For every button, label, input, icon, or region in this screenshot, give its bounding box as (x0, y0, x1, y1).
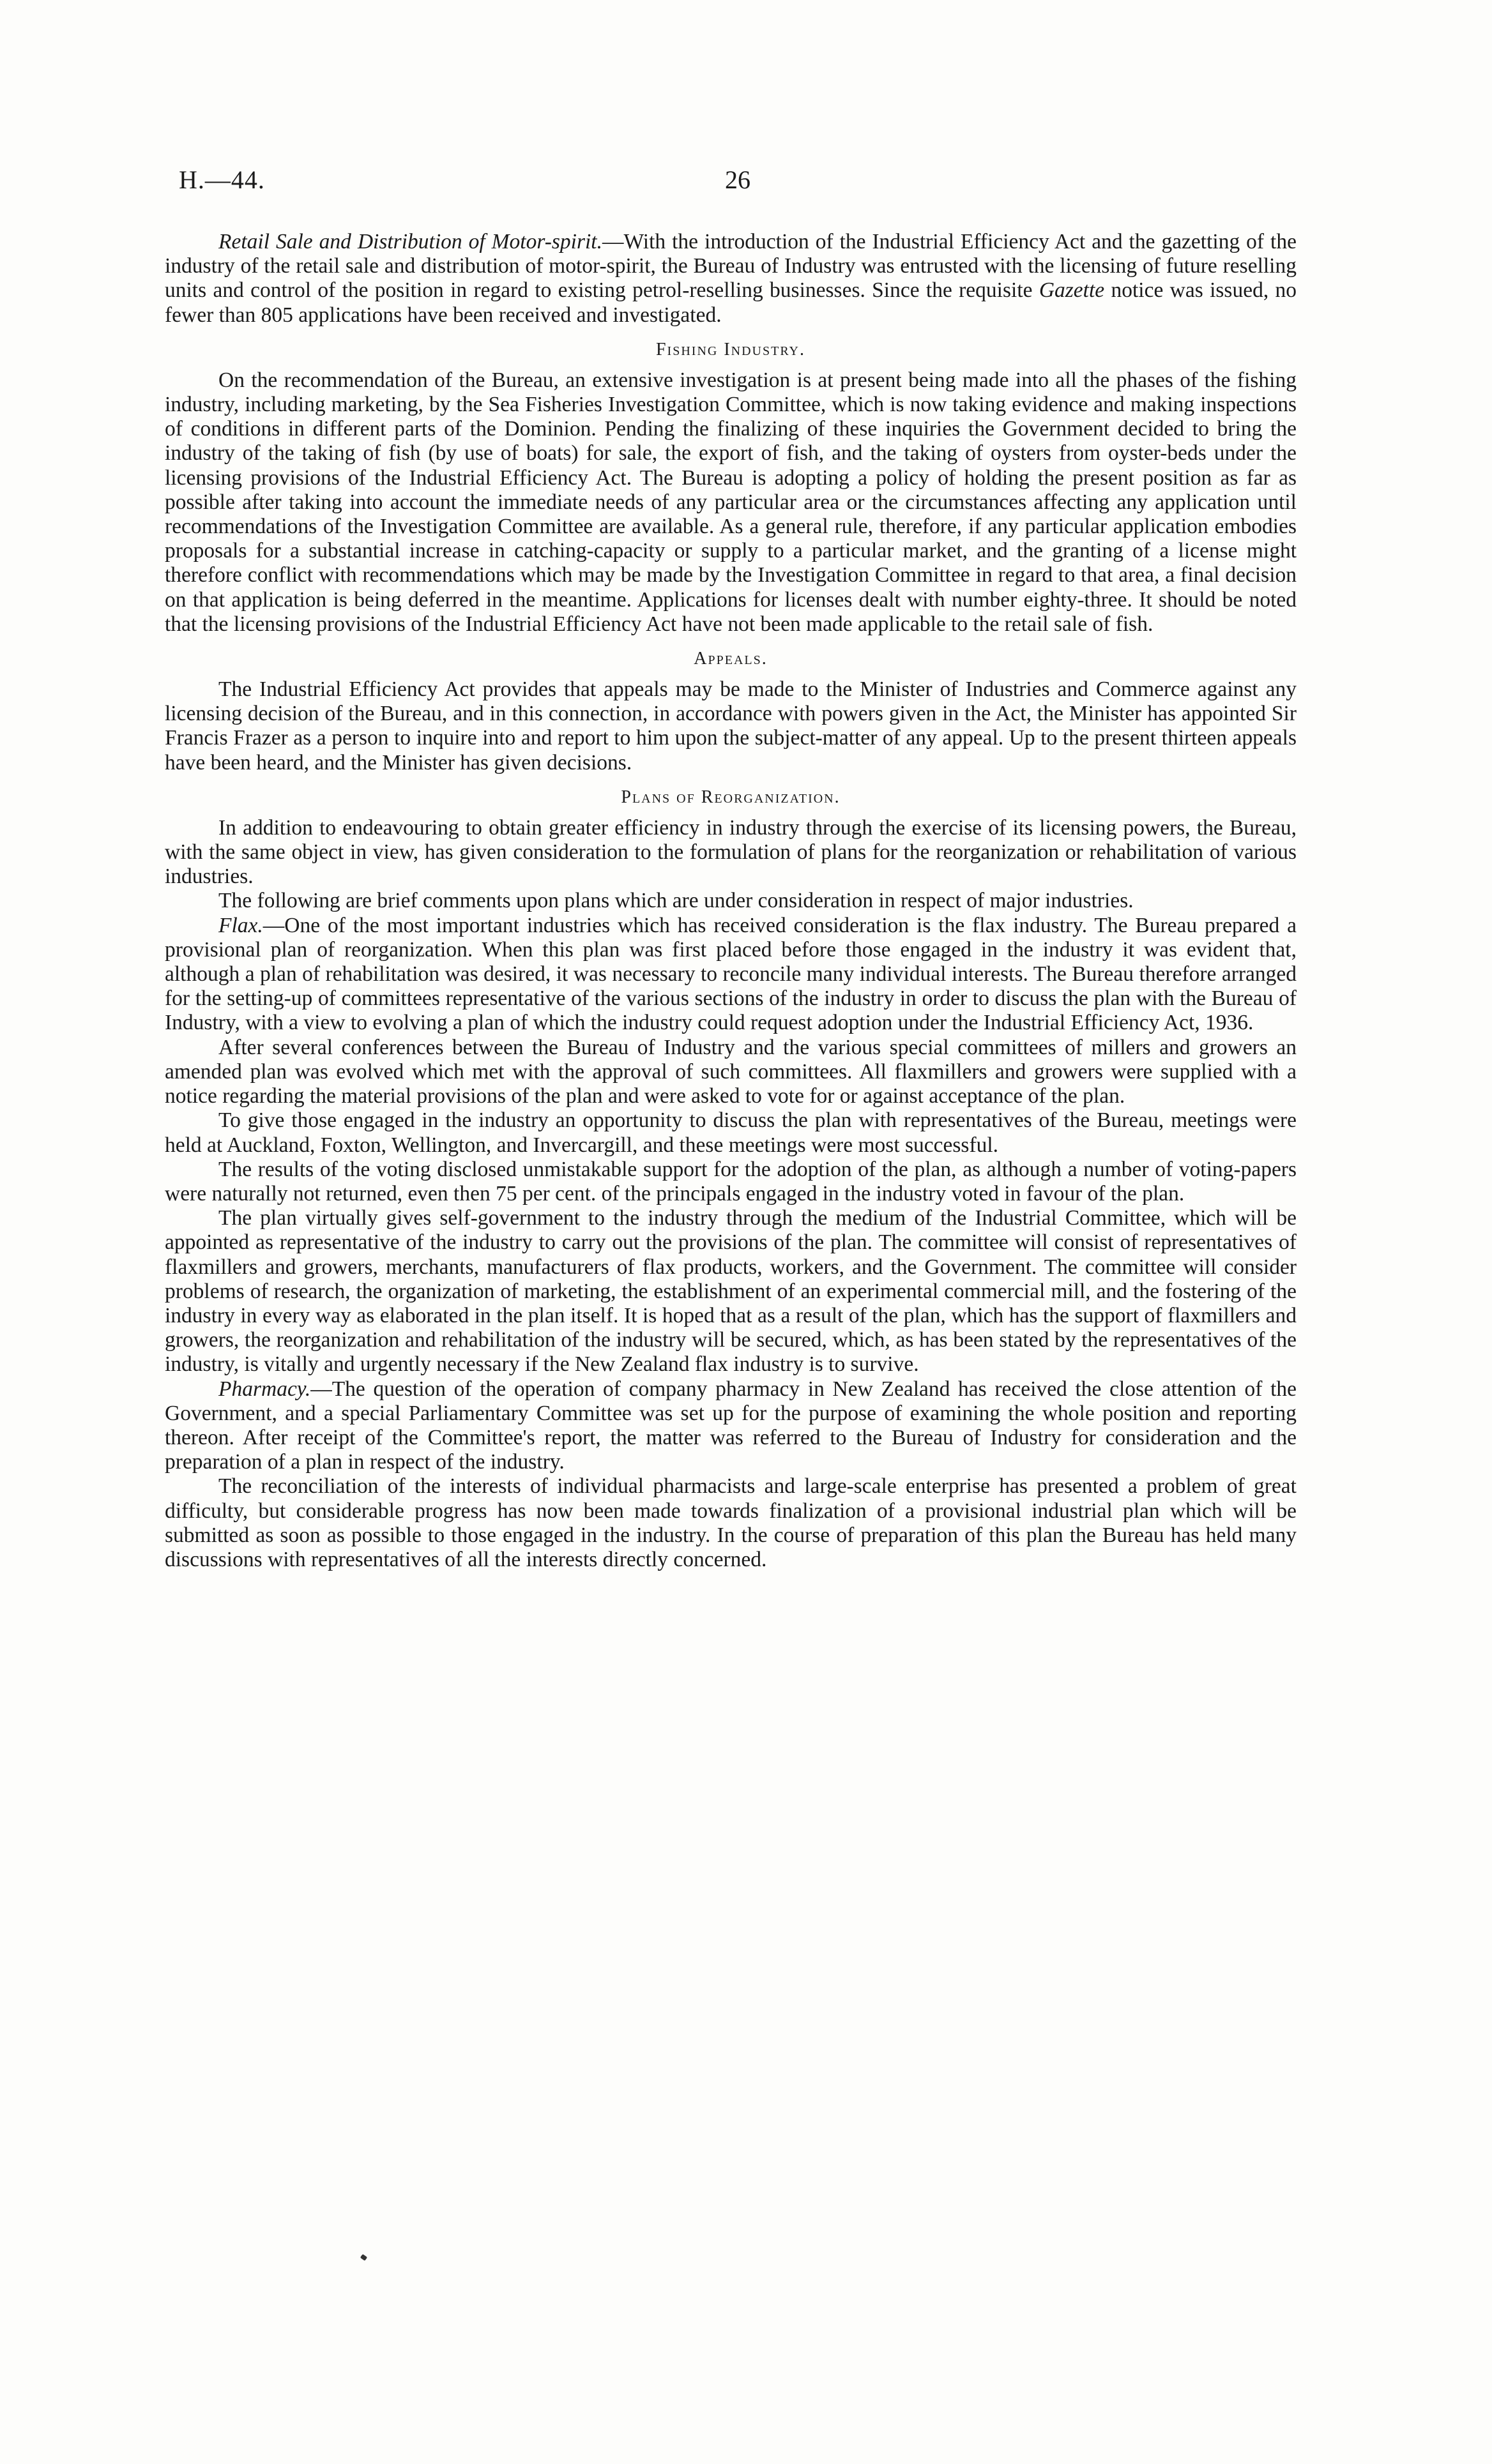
flax-paragraph: After several conferences between the Bureau of Industry and the various special committees of millers and growers an amended plan was evolved which met with the approval of such committees. All flaxmillers and growers were supplied with a notice regarding the material provisions of the plan and were asked to vote for or against acceptance of the plan. (165, 1035, 1297, 1108)
flax-paragraph: To give those engaged in the industry an opportunity to discuss the plan with representatives of the Bureau, meetings were held at Auckland, Foxton, Wellington, and Invercargill, and these meetings were most successful. (165, 1108, 1297, 1157)
flax-paragraph (165, 914, 1297, 1036)
scan-speck-mark (360, 2254, 367, 2261)
flax-paragraph: The results of the voting disclosed unmistakable support for the adoption of the plan, as although a number of voting-papers were naturally not returned, even then 75 per cent. of the principals engaged in the industry voted in favour of the plan. (165, 1157, 1297, 1206)
pharmacy-paragraph (165, 1377, 1297, 1475)
plans-intro-paragraph: In addition to endeavouring to obtain greater efficiency in industry through the exercise of its licensing powers, the Bureau, with the same object in view, has given consideration to the formulation of plans for the reorganization or rehabilitation of various industries. (165, 815, 1297, 889)
fishing-paragraph: On the recommendation of the Bureau, an extensive investigation is at present being made into all the phases of the fishing industry, including marketing, by the Sea Fisheries Investigation Committee, which is now taking evidence and making inspections of conditions in different parts of the Dominion. Pending the finalizing of these inquiries the Government decided to bring the industry of the taking of fish (by use of boats) for sale, the export of fish, and the taking of oysters from oyster-beds under the licensing provisions of the Industrial Efficiency Act. The Bureau is adopting a policy of holding the present position as far as possible after taking into account the immediate needs of any particular area or the circumstances affecting any application until recommendations of the Investigation Committee are available. As a general rule, therefore, if any particular application embodies proposals for a substantial increase in catching-capacity or supply to a particular market, and the granting of a license might therefore conflict with recommendations which may be made by the Investigation Committee in regard to that area, a final decision on that application is being deferred in the meantime. Applications for licenses dealt with number eighty-three. It should be noted that the licensing provisions of the Industrial Efficiency Act have not been made applicable to the retail sale of fish. (165, 368, 1297, 636)
pharmacy-text: —The question of the operation of company pharmacy in New Zealand has received the close attention of the Government, and a special Parliamentary Committee was set up for the purpose of examining the whole position and reporting thereon. After receipt of the Committee's report, the matter was referred to the Bureau of Industry for consideration and the preparation of a plan in respect of the industry. (165, 1377, 1297, 1474)
flax-paragraph: The plan virtually gives self-government to the industry through the medium of the Industrial Committee, which will be appointed as representative of the industry to carry out the provisions of the plan. The committee will consist of representatives of flaxmillers and growers, merchants, manufacturers of flax products, workers, and the Government. The committee will consider problems of research, the organization of marketing, the establishment of an experimental commercial mill, and the fostering of the industry in every way as elaborated in the plan itself. It is hoped that as a result of the plan, which has the support of flaxmillers and growers, the reorganization and rehabilitation of the industry will be secured, which, as has been stated by the representatives of the industry, is vitally and urgently necessary if the New Zealand flax industry is to survive. (165, 1206, 1297, 1377)
pharmacy-paragraph: The reconciliation of the interests of individual pharmacists and large-scale enterprise has presented a problem of great difficulty, but considerable progress has now been made towards finalization of a provisional industrial plan which will be submitted as soon as possible to those engaged in the industry. In the course of preparation of this plan the Bureau has held many discussions with representatives of all the interests directly concerned. (165, 1474, 1297, 1571)
fishing-industry-heading: Fishing Industry. (655, 339, 806, 359)
document-reference: H.—44. (179, 165, 265, 194)
motor-spirit-text: —With the introduction of the Industrial Efficiency Act and the gazetting of the industry of the retail sale and distribution of motor-spirit, the Bureau of Industry was entrusted with the licensing of future reselling units and control of the position in regard to existing petrol-reselling businesses. Since the requisite (165, 230, 1297, 303)
pharmacy-run-in-title: Pharmacy. (218, 1377, 311, 1401)
body-text (165, 230, 1297, 1572)
appeals-paragraph: The Industrial Efficiency Act provides that appeals may be made to the Minister of Industries and Commerce against any licensing decision of the Bureau, and in this connection, in accordance with powers given in the Act, the Minister has appointed Sir Francis Frazer as a person to inquire into and report to him upon the subject-matter of any appeal. Up to the present thirteen appeals have been heard, and the Minister has given decisions. (165, 677, 1297, 775)
running-header (179, 165, 1297, 203)
gazette-word: Gazette (1039, 278, 1105, 303)
plans-of-reorganization-heading: Plans of Reorganization. (621, 787, 841, 807)
appeals-heading: Appeals. (694, 649, 768, 669)
motor-spirit-paragraph (165, 230, 1297, 328)
plans-intro-paragraph: The following are brief comments upon plans which are under consideration in respect of major industries. (218, 889, 1134, 913)
page-number: 26 (725, 165, 750, 194)
motor-spirit-text-end: notice was issued, no fewer than 805 applications have been received and investigated. (165, 278, 1297, 327)
motor-spirit-run-in-title: Retail Sale and Distribution of Motor-spirit. (218, 230, 602, 253)
flax-run-in-title: Flax. (218, 913, 263, 937)
flax-text: —One of the most important industries which has received consideration is the flax industry. The Bureau prepared a provisional plan of reorganization. When this plan was first placed before those engaged in the industry it was evident that, although a plan of rehabilitation was desired, it was necessary to reconcile many individual interests. The Bureau therefore arranged for the setting-up of committees representative of the various sections of the industry in order to discuss the plan with the Bureau of Industry, with a view to evolving a plan of which the industry could request adoption under the Industrial Efficiency Act, 1936. (165, 913, 1297, 1035)
